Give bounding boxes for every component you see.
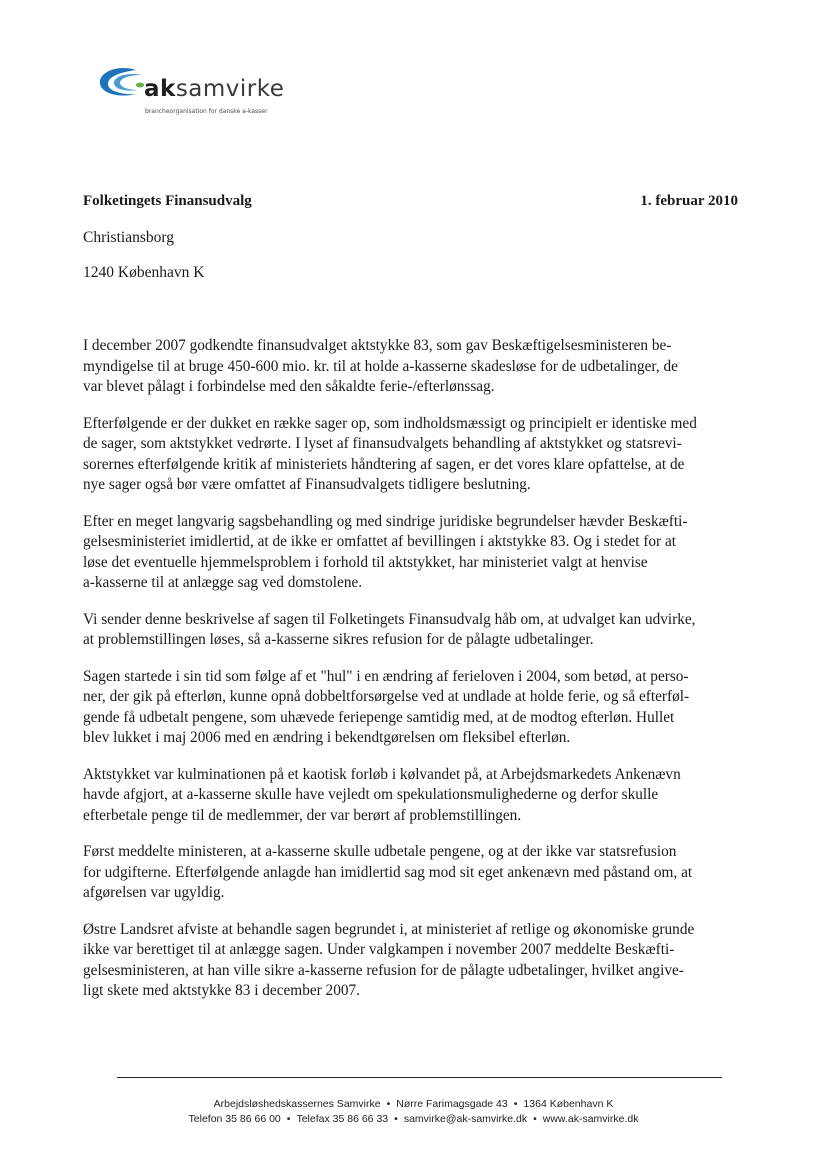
logo-samvirke: samvirke [175,76,285,102]
text-line: a-kasserne til at anlægge sag ved domstolene. [83,574,363,591]
paragraph [83,512,745,594]
bullet-separator: • [286,1113,291,1125]
ak-samvirke-logo [96,62,326,122]
paragraph [83,842,745,904]
text-line: havde afgjort, at a-kasserne skulle have vejledt om spekulationsmulighederne og derfor skulle [83,786,659,803]
text-line: Efter en meget langvarig sagsbehandling og med sindrige juridiske begrundelser hævder Beskæfti- [83,512,688,530]
text-line: Aktstykket var kulminationen på et kaotisk forløb i kølvandet på, at Arbejdsmarkedets Ankenævn [83,765,681,783]
paragraph [83,336,745,398]
text-line: efterbetale penge til de medlemmer, der var berørt af problemstillingen. [83,806,522,824]
logo-wordmark [144,76,284,102]
paragraph [83,610,745,651]
logo-tagline: brancheorganisation for danske a-kasser [145,108,268,115]
text-line: for udgifterne. Efterfølgende anlagde han imidlertid sag mod sit eget ankenævn med påstand om, at [83,863,693,881]
footer-street: Nørre Farimagsgade 43 [396,1098,508,1110]
address-line-2: 1240 København K [83,264,205,281]
text-line: sorernes efterfølgende kritik af ministeriets håndtering af sagen, er det vores klare opfattelse, at de [83,455,685,473]
text-line: blev lukket i maj 2006 med en ændring i bekendtgørelsen om fleksibel efterløn. [83,729,571,746]
text-line: Østre Landsret afviste at behandle sagen begrundet i, at ministeriet af retlige og økonomiske grunde [83,920,695,938]
text-line: Vi sender denne beskrivelse af sagen til Folketingets Finansudvalg håb om, at udvalget kan udvirke, [83,610,696,628]
text-line: løse det eventuelle hjemmelsproblem i forhold til aktstykket, har ministeriet valgt at henvise [83,553,648,571]
footer-org: Arbejdsløshedskassernes Samvirke [213,1098,381,1110]
paragraph [83,920,745,1002]
text-line: gelsesministeriet imidlertid, at de ikke er omfattet af bevillingen i aktstykke 83. Og i stedet for at [83,533,677,550]
recipient-name: Folketingets Finansudvalg [83,193,252,209]
text-line: afgørelsen var ugyldig. [83,884,225,901]
letter-date: 1. februar 2010 [640,193,738,209]
text-line: Efterfølgende er der dukket en række sager op, som indholdsmæssigt og principielt er identiske med [83,414,697,432]
footer-address-line [0,1098,827,1110]
address-line-1: Christiansborg [83,229,174,246]
text-line: ner, der gik på efterløn, kunne opnå dobbeltforsørgelse ved at undlade at holde ferie, og så efterføl- [83,688,690,705]
paragraph [83,667,745,749]
text-line: de sager, som aktstykket vedrørte. I lyset af finansudvalgets behandling af aktstykket og statsrevi- [83,435,682,452]
footer-web-link[interactable]: www.ak-samvirke.dk [542,1113,639,1125]
text-line: Sagen startede i sin tid som følge af et "hul" i en ændring af ferieloven i 2004, som betød, at perso- [83,667,689,685]
text-line: Først meddelte ministeren, at a-kasserne skulle udbetale pengene, og at der ikke var statsrefusion [83,843,677,860]
footer-phone: Telefon 35 86 66 00 [188,1113,281,1125]
logo-ak: ak [144,76,176,102]
bullet-separator: • [386,1098,391,1110]
text-line: ligt skete med aktstykke 83 i december 2007. [83,982,360,999]
footer-divider [117,1077,722,1078]
text-line: at problemstillingen løses, så a-kasserne sikres refusion for de pålagte udbetalinger. [83,631,594,648]
text-line: myndigelse til at bruge 450-600 mio. kr. til at holde a-kasserne skadesløse for de udbetalinger, de [83,357,678,375]
letter-body [83,336,745,1018]
footer-fax: Telefax 35 86 66 33 [296,1113,389,1125]
bullet-separator: • [394,1113,398,1125]
paragraph [83,765,745,827]
text-line: gelsesministeren, at han ville sikre a-kasserne refusion for de pålagte udbetalinger, hvilket angive- [83,961,684,979]
footer-contact-line [0,1113,827,1125]
text-line: gende få udbetalt pengene, som uhævede feriepenge samtidig med, at de modtog efterløn. Hullet [83,708,675,726]
footer-city: 1364 København K [523,1098,614,1110]
text-line: var blevet pålagt i forbindelse med den såkaldte ferie-/efterlønssag. [83,378,495,395]
bullet-separator: • [533,1113,537,1125]
bullet-separator: • [513,1098,518,1110]
paragraph [83,414,745,496]
text-line: ikke var berettiget til at anlægge sagen. Under valgkampen i november 2007 meddelte Beskæfti- [83,941,675,958]
footer-email-link[interactable]: samvirke@ak-samvirke.dk [403,1113,528,1125]
text-line: I december 2007 godkendte finansudvalget aktstykke 83, som gav Beskæftigelsesministeren be- [83,337,672,354]
text-line: nye sager også bør være omfattet af Finansudvalgets tidligere beslutning. [83,476,531,493]
